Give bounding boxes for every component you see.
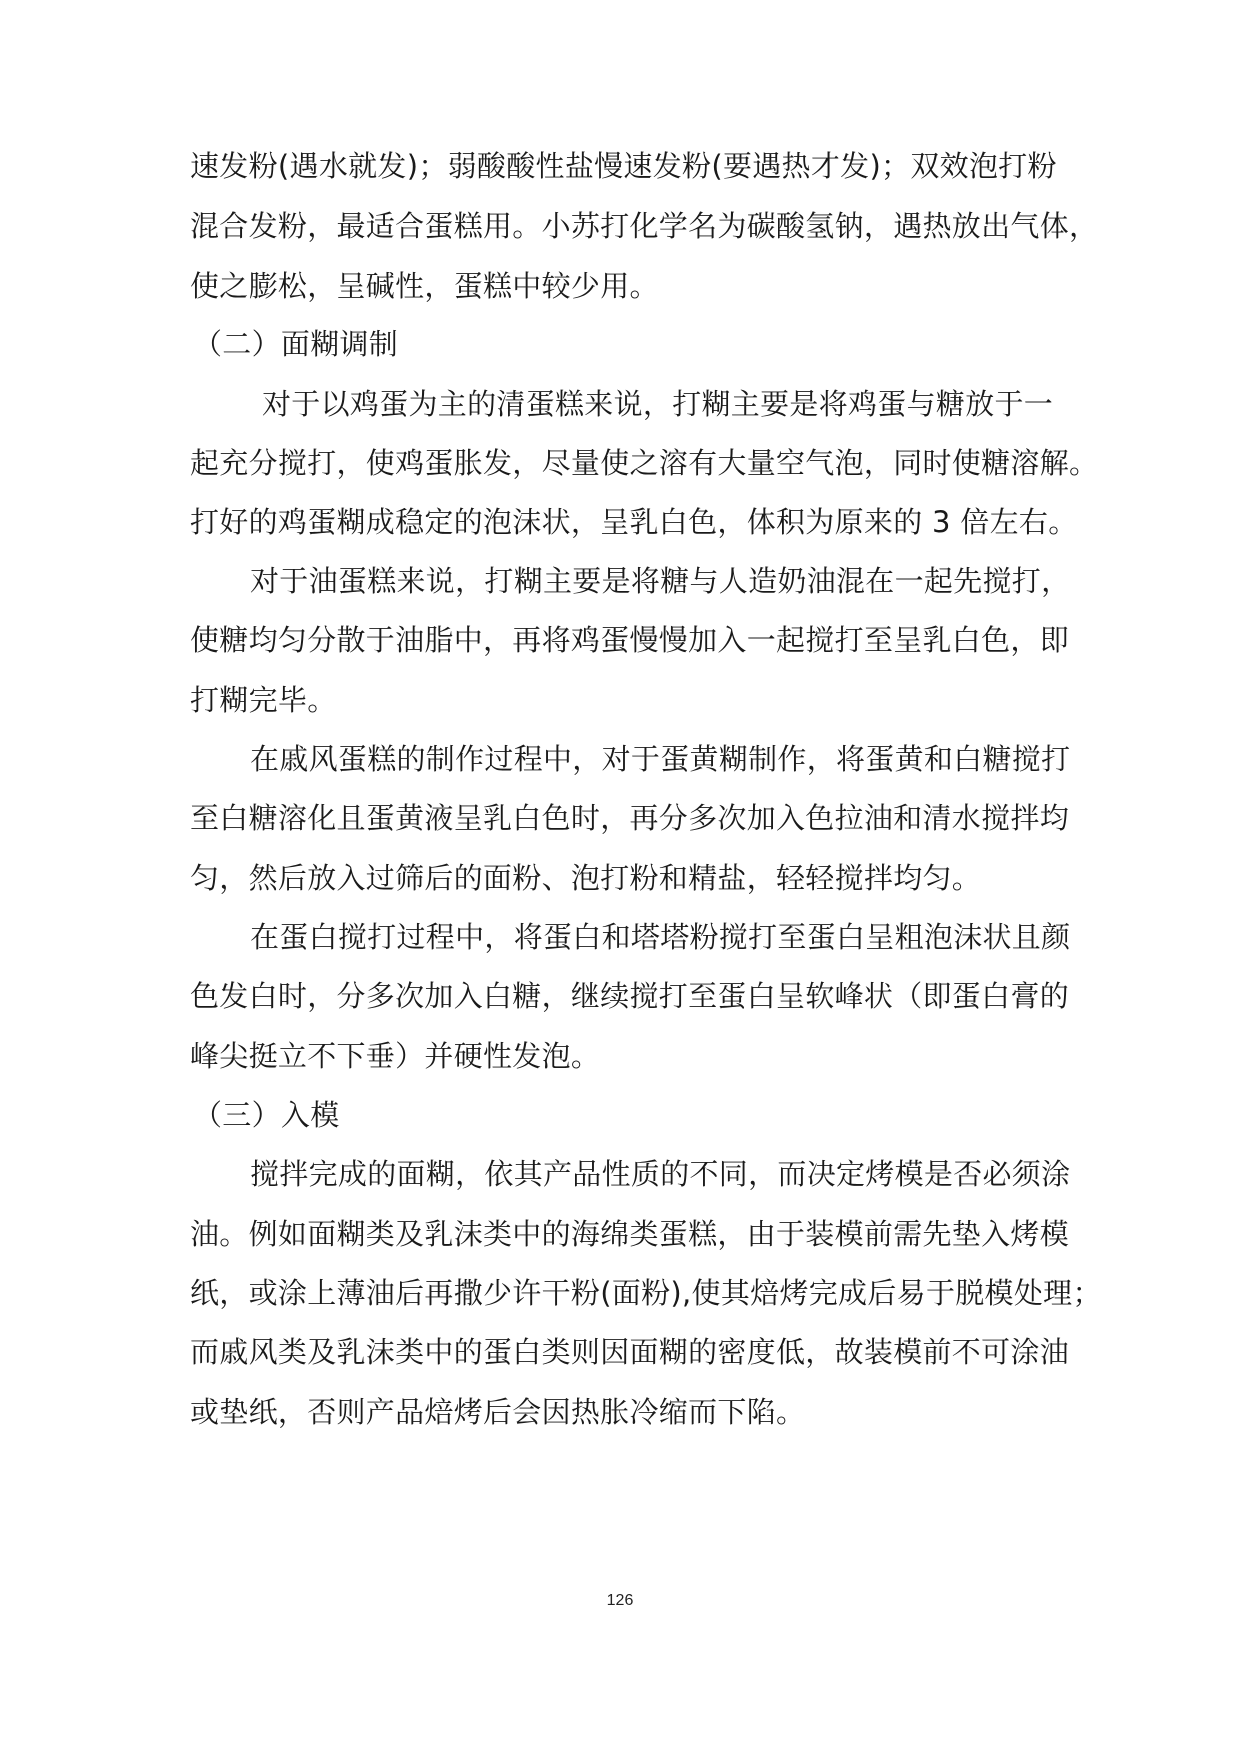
section-heading: （二）面糊调制 bbox=[193, 327, 399, 361]
text-line: 油。例如面糊类及乳沫类中的海绵类蛋糕，由于装模前需先垫入烤模 bbox=[190, 1217, 1070, 1251]
text-line: 对于以鸡蛋为主的清蛋糕来说，打糊主要是将鸡蛋与糖放于一 bbox=[262, 387, 1054, 421]
text-line: 色发白时，分多次加入白糖，继续搅打至蛋白呈软峰状（即蛋白膏的 bbox=[190, 979, 1070, 1013]
text-line: 混合发粉，最适合蛋糕用。小苏打化学名为碳酸氢钠，遇热放出气体， bbox=[190, 209, 1099, 243]
text-line: 匀，然后放入过筛后的面粉、泡打粉和精盐，轻轻搅拌均匀。 bbox=[190, 861, 982, 895]
text-line: 纸，或涂上薄油后再撒少许干粉(面粉),使其焙烤完成后易于脱模处理； bbox=[190, 1276, 1102, 1310]
text-line: 在蛋白搅打过程中，将蛋白和塔塔粉搅打至蛋白呈粗泡沫状且颜 bbox=[250, 920, 1071, 954]
text-line: 而戚风类及乳沫类中的蛋白类则因面糊的密度低，故装模前不可涂油 bbox=[190, 1335, 1070, 1369]
section-heading: （三）入模 bbox=[193, 1098, 340, 1132]
text-line: 打好的鸡蛋糊成稳定的泡沫状，呈乳白色，体积为原来的 3 倍左右。 bbox=[190, 505, 1078, 539]
text-line: 使之膨松，呈碱性，蛋糕中较少用。 bbox=[190, 269, 659, 303]
text-line: 打糊完毕。 bbox=[190, 683, 337, 717]
text-line: 对于油蛋糕来说，打糊主要是将糖与人造奶油混在一起先搅打， bbox=[250, 564, 1071, 598]
text-line: 使糖均匀分散于油脂中，再将鸡蛋慢慢加入一起搅打至呈乳白色，即 bbox=[190, 623, 1070, 657]
text-line: 至白糖溶化且蛋黄液呈乳白色时，再分多次加入色拉油和清水搅拌均 bbox=[190, 801, 1070, 835]
text-line: 起充分搅打，使鸡蛋胀发，尽量使之溶有大量空气泡，同时使糖溶解。 bbox=[190, 446, 1099, 480]
text-line: 峰尖挺立不下垂）并硬性发泡。 bbox=[190, 1039, 601, 1073]
text-line: 在戚风蛋糕的制作过程中，对于蛋黄糊制作，将蛋黄和白糖搅打 bbox=[250, 742, 1071, 776]
text-line: 速发粉(遇水就发)；弱酸酸性盐慢速发粉(要遇热才发)；双效泡打粉 bbox=[190, 149, 1057, 183]
text-line: 搅拌完成的面糊，依其产品性质的不同，而决定烤模是否必须涂 bbox=[250, 1157, 1071, 1191]
page-number: 126 bbox=[606, 1592, 634, 1609]
text-line: 或垫纸，否则产品焙烤后会因热胀冷缩而下陷。 bbox=[190, 1395, 806, 1429]
